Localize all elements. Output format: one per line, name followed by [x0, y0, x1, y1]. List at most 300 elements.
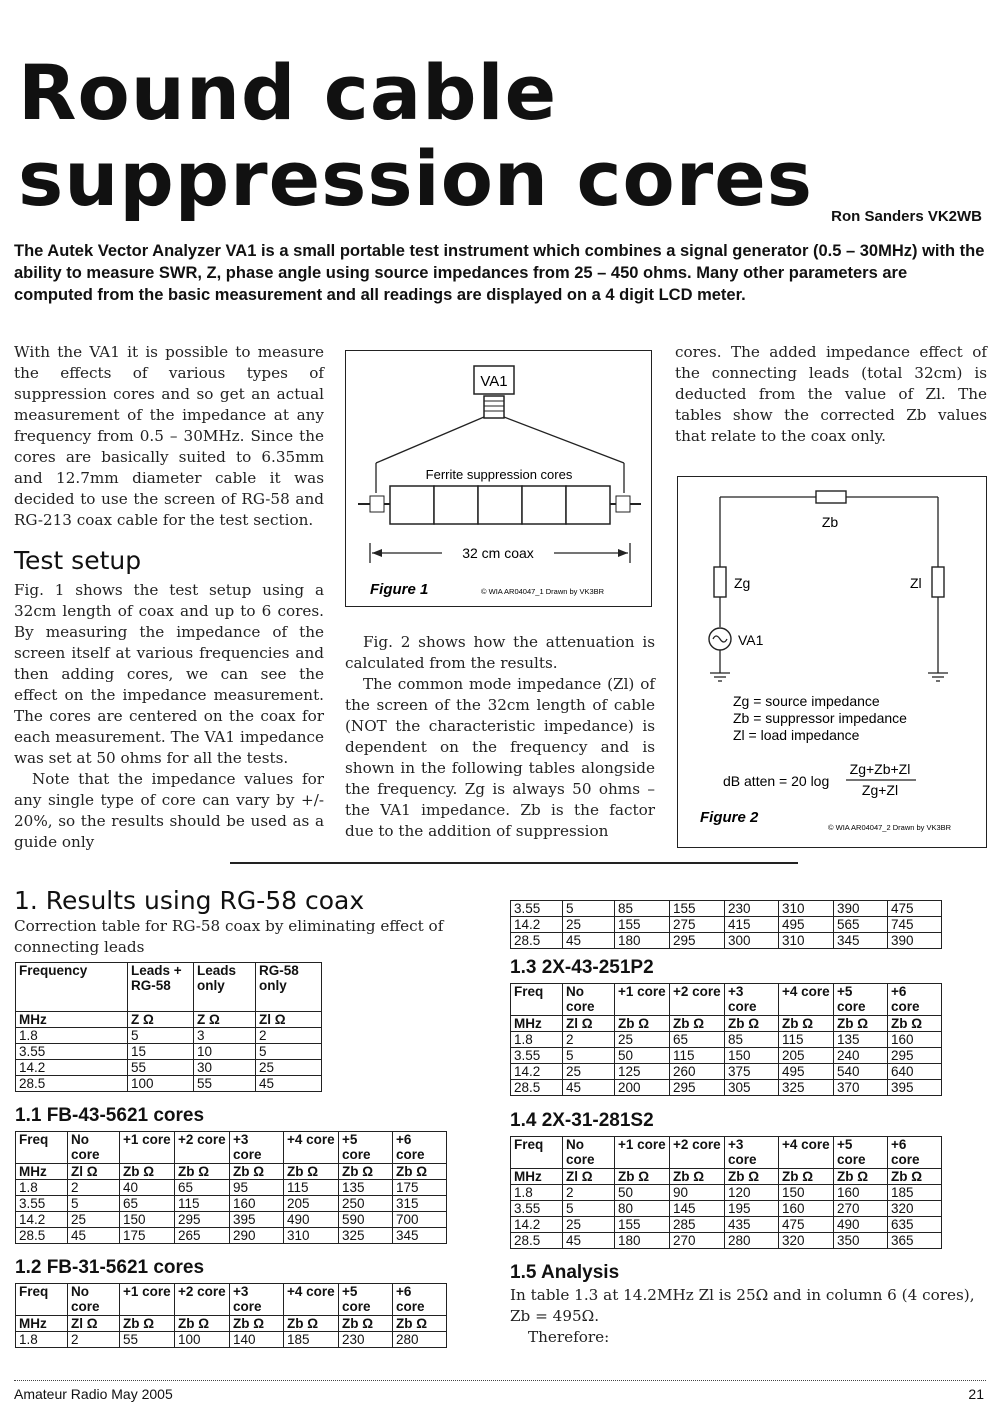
table-cell: 175: [120, 1228, 175, 1244]
table-cell: 3.55: [511, 1201, 563, 1217]
table-cell: 50: [615, 1185, 670, 1201]
footer-rule: [14, 1380, 986, 1381]
table-cell: 2: [563, 1185, 615, 1201]
figure-2-diagram: [678, 477, 986, 847]
table-cell: 370: [834, 1080, 888, 1096]
table-cell: 3: [194, 1028, 256, 1044]
table-header-cell: RG-58 only: [256, 963, 322, 1012]
table-cell: 180: [615, 1233, 670, 1249]
table-1-2-continued: [510, 900, 942, 949]
table-unit-cell: MHz: [16, 1012, 128, 1028]
table-row: [511, 1201, 942, 1217]
analysis-paragraph: In table 1.3 at 14.2MHz Zl is 25Ω and in column 6 (4 cores), Zb = 495Ω.: [510, 1286, 975, 1325]
table-cell: 55: [128, 1060, 194, 1076]
section-1-description: Correction table for RG-58 coax by eliminating effect of connecting leads: [14, 917, 444, 956]
table-cell: 270: [834, 1201, 888, 1217]
table-cell: 185: [888, 1185, 942, 1201]
legend-zb: Zb = suppressor impedance: [733, 710, 907, 726]
table-row: [511, 1233, 942, 1249]
table-units-row: [511, 1016, 942, 1032]
table-header-cell: Frequency: [16, 963, 128, 1012]
table-cell: 28.5: [511, 933, 563, 949]
table-row: [511, 1064, 942, 1080]
table-cell: 260: [670, 1064, 725, 1080]
table-cell: 475: [779, 1217, 834, 1233]
table-row: [511, 1080, 942, 1096]
table-header-cell: No core: [68, 1132, 120, 1164]
figure-2-credit: © WIA AR04047_2 Drawn by VK3BR: [828, 823, 952, 832]
table-unit-cell: Zb Ω: [834, 1169, 888, 1185]
table-row: [511, 901, 942, 917]
table-header-cell: +3 core: [230, 1132, 284, 1164]
table-row: [16, 1044, 322, 1060]
table-cell: 635: [888, 1217, 942, 1233]
table-header-cell: +6 core: [393, 1284, 447, 1316]
table-unit-cell: Zb Ω: [175, 1316, 230, 1332]
coax-length-label: 32 cm coax: [462, 545, 534, 561]
table-cell: 14.2: [511, 917, 563, 933]
correction-table: [15, 962, 322, 1092]
table-header-cell: No core: [563, 984, 615, 1016]
table-cell: 28.5: [511, 1080, 563, 1096]
table-cell: 14.2: [511, 1217, 563, 1233]
table-cell: 5: [563, 1201, 615, 1217]
table-cell: 325: [779, 1080, 834, 1096]
table-header-cell: +1 core: [615, 1137, 670, 1169]
table-unit-cell: Zb Ω: [393, 1316, 447, 1332]
table-unit-cell: Zl Ω: [563, 1169, 615, 1185]
formula-prefix: dB atten = 20 log: [723, 773, 830, 789]
table-cell: 395: [888, 1080, 942, 1096]
table-header-cell: +2 core: [175, 1284, 230, 1316]
table-unit-cell: Zb Ω: [175, 1164, 230, 1180]
table-cell: 5: [68, 1196, 120, 1212]
table-cell: 150: [120, 1212, 175, 1228]
table-header-row: [16, 1284, 447, 1316]
table-unit-cell: MHz: [16, 1316, 68, 1332]
table-cell: 295: [175, 1212, 230, 1228]
table-cell: 285: [670, 1217, 725, 1233]
table-row: [16, 1212, 447, 1228]
figure-2-caption: Figure 2: [700, 809, 759, 826]
table-cell: 28.5: [16, 1228, 68, 1244]
table-cell: 160: [888, 1032, 942, 1048]
table-cell: 85: [615, 901, 670, 917]
table-cell: 25: [563, 1064, 615, 1080]
table-header-cell: Leads only: [194, 963, 256, 1012]
table-cell: 320: [779, 1233, 834, 1249]
table-1-4-heading: 1.4 2X-31-281S2: [510, 1110, 654, 1131]
table-header-cell: No core: [563, 1137, 615, 1169]
table-row: [511, 1185, 942, 1201]
table-units-row: [16, 1164, 447, 1180]
table-unit-cell: Zb Ω: [670, 1016, 725, 1032]
table-cell: 155: [615, 917, 670, 933]
figure-2: [677, 476, 987, 848]
table-row: [16, 1332, 447, 1348]
test-setup-text: [14, 580, 324, 853]
table-cell: 305: [725, 1080, 779, 1096]
table-cell: 490: [284, 1212, 339, 1228]
table-cell: 295: [670, 1080, 725, 1096]
test-setup-heading: Test setup: [14, 546, 142, 575]
table-1-2: [15, 1283, 447, 1348]
table-cell: 1.8: [511, 1032, 563, 1048]
ferrite-core: [478, 486, 522, 524]
footer-publication: Amateur Radio May 2005: [14, 1386, 173, 1402]
table-cell: 1.8: [16, 1028, 128, 1044]
table-header-cell: +4 core: [779, 984, 834, 1016]
table-unit-cell: Z Ω: [194, 1012, 256, 1028]
table-header-cell: +2 core: [670, 984, 725, 1016]
table-row: [511, 1048, 942, 1064]
table-row: [16, 1228, 447, 1244]
table-1-1: [15, 1131, 447, 1244]
table-cell: 5: [256, 1044, 322, 1060]
table-unit-cell: MHz: [511, 1169, 563, 1185]
body-paragraph-fig2: Fig. 2 shows how the attenuation is calculated from the results.: [345, 633, 655, 672]
table-unit-cell: Zb Ω: [230, 1316, 284, 1332]
table-unit-cell: Zb Ω: [725, 1016, 779, 1032]
table-cell: 205: [284, 1196, 339, 1212]
table-units-row: [511, 1169, 942, 1185]
zg-label: Zg: [734, 575, 751, 591]
table-cell: 475: [888, 901, 942, 917]
zb-resistor: [816, 491, 846, 503]
coax-end-left: [370, 496, 384, 512]
table-cell: 25: [615, 1032, 670, 1048]
table-cell: 125: [615, 1064, 670, 1080]
ferrite-core: [522, 486, 566, 524]
table-header-cell: +3 core: [725, 1137, 779, 1169]
table-cell: 325: [339, 1228, 393, 1244]
table-cell: 280: [393, 1332, 447, 1348]
table-cell: 265: [175, 1228, 230, 1244]
table-units-row: [16, 1316, 447, 1332]
table-unit-cell: Zb Ω: [888, 1169, 942, 1185]
table-cell: 115: [670, 1048, 725, 1064]
table-cell: 1.8: [16, 1180, 68, 1196]
table-unit-cell: Zb Ω: [120, 1164, 175, 1180]
ferrite-core: [390, 486, 434, 524]
analysis-heading: 1.5 Analysis: [510, 1262, 620, 1283]
table-cell: 240: [834, 1048, 888, 1064]
legend-zl: Zl = load impedance: [733, 727, 860, 743]
table-header-cell: +3 core: [725, 984, 779, 1016]
table-header-cell: +2 core: [175, 1132, 230, 1164]
table-cell: 300: [725, 933, 779, 949]
figure-1-diagram: [346, 351, 651, 606]
table-header-cell: +5 core: [339, 1132, 393, 1164]
table-cell: 160: [230, 1196, 284, 1212]
section-divider: [230, 862, 798, 864]
table-cell: 45: [563, 1233, 615, 1249]
table-row: [16, 1180, 447, 1196]
table-cell: 15: [128, 1044, 194, 1060]
table-cell: 25: [563, 917, 615, 933]
table-1-1-heading: 1.1 FB-43-5621 cores: [15, 1105, 205, 1126]
analysis-text: [510, 1285, 988, 1348]
coax-end-right: [616, 496, 630, 512]
table-cell: 390: [834, 901, 888, 917]
table-cell: 40: [120, 1180, 175, 1196]
table-cell: 30: [194, 1060, 256, 1076]
table-cell: 365: [888, 1233, 942, 1249]
ferrite-core: [434, 486, 478, 524]
table-cell: 65: [120, 1196, 175, 1212]
table-row: [16, 1060, 322, 1076]
table-header-cell: Leads + RG-58: [128, 963, 194, 1012]
table-unit-cell: Zl Ω: [563, 1016, 615, 1032]
table-1-2-heading: 1.2 FB-31-5621 cores: [15, 1257, 205, 1278]
table-row: [16, 1196, 447, 1212]
table-cell: 5: [128, 1028, 194, 1044]
body-paragraph-2: Fig. 1 shows the test setup using a 32cm length of coax and up to 6 cores. By measuring the impedance of the screen itself at various frequencies and then adding cores, we can see the effect on the impedance measurement. The cores are centered on the coax for each measurement. The VA1 impedance was set at 50 ohms for all the tests.: [14, 581, 324, 767]
table-cell: 565: [834, 917, 888, 933]
table-cell: 315: [393, 1196, 447, 1212]
figure-1-credit: © WIA AR04047_1 Drawn by VK3BR: [481, 587, 605, 596]
table-row: [16, 1076, 322, 1092]
table-cell: 295: [670, 933, 725, 949]
table-cell: 200: [615, 1080, 670, 1096]
table-cell: 230: [725, 901, 779, 917]
table-header-row: [511, 984, 942, 1016]
table-header-cell: +6 core: [393, 1132, 447, 1164]
column-2-text: [345, 632, 655, 842]
table-header-cell: No core: [68, 1284, 120, 1316]
table-cell: 160: [779, 1201, 834, 1217]
body-paragraph-1: With the VA1 it is possible to measure the effects of various types of suppression cores and so get an actual measurement of the impedance at any frequency from 0.5 – 30MHz. Since the cores are basically suited to 6.35mm and 12.7mm diameter cable it was decided to use the screen of RG-58 and RG-213 coax cable for the test section.: [14, 343, 324, 529]
table-cell: 135: [339, 1180, 393, 1196]
table-unit-cell: Zl Ω: [68, 1164, 120, 1180]
table-unit-cell: Zl Ω: [256, 1012, 322, 1028]
zb-label: Zb: [821, 514, 839, 530]
title-line-1: Round cable: [18, 48, 558, 137]
table-cell: 2: [68, 1332, 120, 1348]
va1-connector: [484, 396, 504, 418]
table-cell: 1.8: [511, 1185, 563, 1201]
table-row: [16, 1028, 322, 1044]
table-cell: 3.55: [16, 1196, 68, 1212]
table-unit-cell: Zb Ω: [120, 1316, 175, 1332]
table-cell: 55: [194, 1076, 256, 1092]
table-unit-cell: Zb Ω: [888, 1016, 942, 1032]
table-unit-cell: Zb Ω: [779, 1169, 834, 1185]
va1-source-label: VA1: [738, 632, 764, 648]
table-cell: 85: [725, 1032, 779, 1048]
table-cell: 45: [256, 1076, 322, 1092]
table-unit-cell: MHz: [16, 1164, 68, 1180]
table-cell: 45: [563, 1080, 615, 1096]
table-cell: 28.5: [16, 1076, 128, 1092]
table-header-row: [511, 1137, 942, 1169]
zl-label: Zl: [910, 575, 922, 591]
table-row: [511, 1217, 942, 1233]
body-paragraph-3: Note that the impedance values for any single type of core can vary by +/- 20%, so the results should be used as a guide only: [14, 770, 324, 851]
table-header-cell: +5 core: [834, 984, 888, 1016]
table-header-cell: +3 core: [230, 1284, 284, 1316]
table-header-cell: Freq: [16, 1284, 68, 1316]
table-cell: 2: [563, 1032, 615, 1048]
table-cell: 435: [725, 1217, 779, 1233]
table-header-cell: Freq: [16, 1132, 68, 1164]
table-cell: 45: [563, 933, 615, 949]
table-header-cell: +1 core: [120, 1284, 175, 1316]
table-cell: 3.55: [511, 1048, 563, 1064]
ferrite-core: [566, 486, 610, 524]
table-units-row: [16, 1012, 322, 1028]
table-cell: 2: [68, 1180, 120, 1196]
table-unit-cell: Zb Ω: [284, 1164, 339, 1180]
table-unit-cell: Zb Ω: [670, 1169, 725, 1185]
table-unit-cell: MHz: [511, 1016, 563, 1032]
table-cell: 640: [888, 1064, 942, 1080]
table-cell: 395: [230, 1212, 284, 1228]
body-paragraph-zl: The common mode impedance (Zl) of the screen of the 32cm length of cable (NOT the characteristic impedance) is dependent on the frequency and is shown in the following tables alongside the frequency. Zg is always 50 ohms – the VA1 impedance. Zb is the factor due to the addition of suppression: [345, 675, 655, 840]
table-cell: 80: [615, 1201, 670, 1217]
table-cell: 10: [194, 1044, 256, 1060]
table-cell: 120: [725, 1185, 779, 1201]
figure-1-caption: Figure 1: [370, 581, 429, 598]
table-cell: 5: [563, 1048, 615, 1064]
table-unit-cell: Zl Ω: [68, 1316, 120, 1332]
table-header-cell: +4 core: [284, 1132, 339, 1164]
table-cell: 345: [393, 1228, 447, 1244]
table-unit-cell: Zb Ω: [615, 1169, 670, 1185]
table-cell: 250: [339, 1196, 393, 1212]
table-unit-cell: Zb Ω: [284, 1316, 339, 1332]
table-row: [511, 1032, 942, 1048]
table-cell: 95: [230, 1180, 284, 1196]
table-1-3: [510, 983, 942, 1096]
table-cell: 345: [834, 933, 888, 949]
table-header-cell: +5 core: [834, 1137, 888, 1169]
table-cell: 14.2: [16, 1212, 68, 1228]
formula-numerator: Zg+Zb+Zl: [849, 761, 911, 777]
table-header-cell: +6 core: [888, 984, 942, 1016]
lead-right: [504, 417, 624, 463]
author-byline: Ron Sanders VK2WB: [831, 208, 982, 225]
table-cell: 540: [834, 1064, 888, 1080]
table-cell: 320: [888, 1201, 942, 1217]
table-cell: 270: [670, 1233, 725, 1249]
zg-resistor: [714, 567, 726, 597]
table-cell: 390: [888, 933, 942, 949]
table-cell: 280: [725, 1233, 779, 1249]
table-cell: 65: [175, 1180, 230, 1196]
table-unit-cell: Zb Ω: [339, 1316, 393, 1332]
table-cell: 50: [615, 1048, 670, 1064]
table-cell: 745: [888, 917, 942, 933]
table-cell: 150: [725, 1048, 779, 1064]
table-cell: 14.2: [511, 1064, 563, 1080]
va1-label: VA1: [480, 373, 508, 390]
table-cell: 55: [120, 1332, 175, 1348]
cores-label: Ferrite suppression cores: [425, 467, 573, 482]
table-unit-cell: Zb Ω: [834, 1016, 888, 1032]
table-1-4: [510, 1136, 942, 1249]
formula-denominator: Zg+Zl: [861, 782, 899, 798]
table-row: [511, 917, 942, 933]
table-cell: 28.5: [511, 1233, 563, 1249]
table-cell: 310: [284, 1228, 339, 1244]
table-cell: 135: [834, 1032, 888, 1048]
figure-1: [345, 350, 652, 607]
table-cell: 415: [725, 917, 779, 933]
table-cell: 590: [339, 1212, 393, 1228]
table-cell: 115: [779, 1032, 834, 1048]
table-unit-cell: Zb Ω: [339, 1164, 393, 1180]
table-cell: 100: [175, 1332, 230, 1348]
table-cell: 14.2: [16, 1060, 128, 1076]
table-cell: 3.55: [511, 901, 563, 917]
table-header-cell: Freq: [511, 1137, 563, 1169]
table-unit-cell: Zb Ω: [393, 1164, 447, 1180]
table-cell: 3.55: [16, 1044, 128, 1060]
table-cell: 25: [256, 1060, 322, 1076]
table-cell: 290: [230, 1228, 284, 1244]
table-cell: 1.8: [16, 1332, 68, 1348]
lead-left: [376, 417, 484, 463]
table-cell: 150: [779, 1185, 834, 1201]
table-cell: 115: [284, 1180, 339, 1196]
table-header-cell: +1 core: [615, 984, 670, 1016]
table-cell: 490: [834, 1217, 888, 1233]
table-cell: 700: [393, 1212, 447, 1228]
analysis-therefore: Therefore:: [528, 1328, 610, 1346]
zl-resistor: [932, 567, 944, 597]
table-cell: 100: [128, 1076, 194, 1092]
table-row: [511, 933, 942, 949]
table-header-cell: +4 core: [779, 1137, 834, 1169]
table-header-row: [16, 1132, 447, 1164]
table-cell: 2: [256, 1028, 322, 1044]
table-header-cell: +1 core: [120, 1132, 175, 1164]
table-cell: 25: [68, 1212, 120, 1228]
table-cell: 65: [670, 1032, 725, 1048]
table-cell: 195: [725, 1201, 779, 1217]
article-title: [18, 50, 978, 222]
section-1-heading: 1. Results using RG-58 coax: [14, 886, 365, 915]
table-header-cell: +5 core: [339, 1284, 393, 1316]
body-paragraph-col3: cores. The added impedance effect of the connecting leads (total 32cm) is deducted from the value of Zl. The tables show the corrected Zb values that relate to the coax only.: [675, 343, 987, 445]
table-cell: 295: [888, 1048, 942, 1064]
table-header-cell: Freq: [511, 984, 563, 1016]
table-cell: 495: [779, 917, 834, 933]
table-cell: 185: [284, 1332, 339, 1348]
table-cell: 275: [670, 917, 725, 933]
table-cell: 45: [68, 1228, 120, 1244]
table-unit-cell: Zb Ω: [779, 1016, 834, 1032]
table-cell: 310: [779, 901, 834, 917]
table-cell: 115: [175, 1196, 230, 1212]
table-unit-cell: Zb Ω: [615, 1016, 670, 1032]
table-header-cell: +2 core: [670, 1137, 725, 1169]
table-cell: 155: [615, 1217, 670, 1233]
table-unit-cell: Z Ω: [128, 1012, 194, 1028]
table-cell: 180: [615, 933, 670, 949]
table-cell: 25: [563, 1217, 615, 1233]
table-cell: 155: [670, 901, 725, 917]
table-cell: 160: [834, 1185, 888, 1201]
table-cell: 90: [670, 1185, 725, 1201]
legend-zg: Zg = source impedance: [733, 693, 880, 709]
table-header-cell: +6 core: [888, 1137, 942, 1169]
page-number: 21: [968, 1386, 984, 1402]
table-cell: 495: [779, 1064, 834, 1080]
table-header-row: [16, 963, 322, 1012]
table-cell: 175: [393, 1180, 447, 1196]
